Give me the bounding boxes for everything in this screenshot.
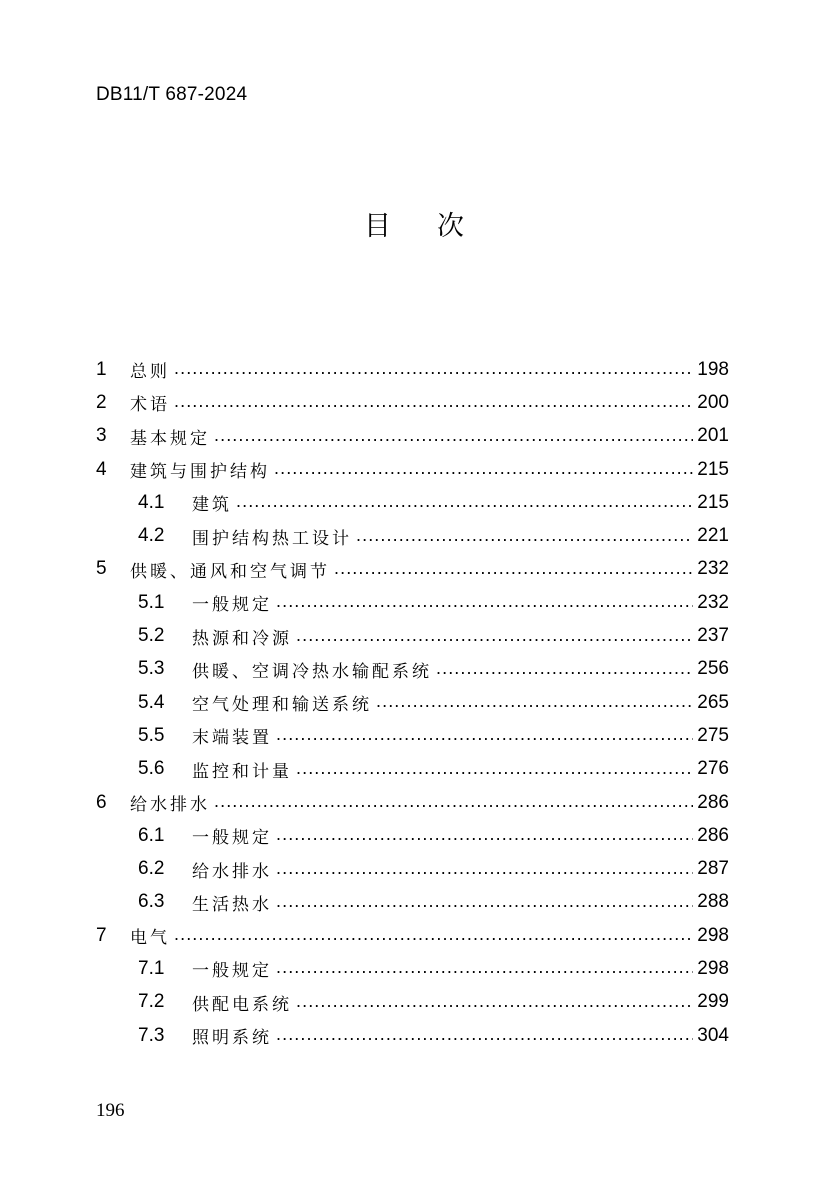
toc-label: 一般规定 [192,595,272,616]
toc-entry[interactable] [96,553,729,586]
toc-label: 建筑 [192,495,232,516]
toc-label: 生活热水 [192,894,272,915]
toc-number: 5.5 [138,724,165,746]
toc-page: 221 [697,525,729,547]
toc-page: 198 [697,358,729,380]
toc-entry[interactable] [96,786,729,819]
toc-entry[interactable] [96,653,729,686]
toc-leader [276,957,693,978]
toc-number: 5.1 [138,591,165,613]
toc-page: 275 [697,724,729,746]
toc-number: 5.6 [138,758,165,780]
toc-label: 建筑与围护结构 [130,462,270,483]
toc-entry[interactable] [96,686,729,719]
toc-leader [236,491,693,512]
toc-number: 4.2 [138,525,165,547]
toc-number: 2 [96,391,107,413]
toc-page: 256 [697,658,729,680]
toc-number: 5.2 [138,625,165,647]
toc-number: 6.1 [138,824,165,846]
toc-number: 1 [96,358,107,380]
toc-label: 术语 [130,395,170,416]
toc-number: 5 [96,558,107,580]
toc-entry[interactable] [96,719,729,752]
toc-leader [174,391,693,412]
toc-page: 288 [697,891,729,913]
toc-page: 286 [697,791,729,813]
toc-number: 5.4 [138,691,165,713]
toc-entry[interactable] [96,486,729,519]
toc-label: 空气处理和输送系统 [192,695,372,716]
toc-page: 232 [697,591,729,613]
toc-number: 4 [96,458,107,480]
title-char-2: 次 [437,211,464,242]
toc-entry[interactable] [96,819,729,852]
toc-leader [296,991,693,1012]
toc-label: 总则 [130,362,170,383]
toc-leader [276,591,693,612]
toc-number: 7 [96,924,107,946]
toc-label: 监控和计量 [192,761,292,782]
toc-entry[interactable] [96,453,729,486]
toc-entry[interactable] [96,952,729,985]
toc-entry[interactable] [96,986,729,1019]
toc-entry[interactable] [96,619,729,652]
toc-number: 6 [96,791,107,813]
toc-page: 287 [697,858,729,880]
toc-entry[interactable] [96,353,729,386]
title-char-1: 目 [364,211,391,242]
toc-leader [436,658,693,679]
toc-page: 215 [697,458,729,480]
toc-leader [296,625,693,646]
toc-label: 供配电系统 [192,994,292,1015]
toc-entry[interactable] [96,519,729,552]
toc-leader [214,425,693,446]
toc-leader [376,691,693,712]
toc-page: 200 [697,391,729,413]
toc-leader [276,1024,693,1045]
toc-label: 一般规定 [192,961,272,982]
toc-label: 电气 [130,928,170,949]
toc-page: 215 [697,491,729,513]
toc-entry[interactable] [96,420,729,453]
toc-entry[interactable] [96,753,729,786]
toc-entry[interactable] [96,386,729,419]
toc-number: 5.3 [138,658,165,680]
toc-label: 给水排水 [130,795,210,815]
standard-code: DB11/T 687-2024 [96,84,248,105]
toc-entry[interactable] [96,852,729,885]
toc-number: 4.1 [138,491,165,513]
toc-page: 298 [697,924,729,946]
toc-leader [276,824,693,845]
toc-label: 供暖、空调冷热水输配系统 [192,661,432,682]
toc-number: 7.2 [138,991,165,1013]
toc-number: 7.1 [138,957,165,979]
toc-label: 热源和冷源 [192,628,292,649]
toc-page: 201 [697,425,729,447]
toc-leader [274,458,693,479]
toc-leader [356,525,693,546]
toc-label: 基本规定 [130,428,210,449]
toc-page: 286 [697,824,729,846]
toc-entry[interactable] [96,1019,729,1052]
toc-page: 237 [697,625,729,647]
toc-leader [276,858,693,879]
toc-page: 265 [697,691,729,713]
toc-label: 供暖、通风和空气调节 [130,561,330,582]
toc-leader [296,758,693,779]
toc-leader [334,558,693,579]
toc-leader [214,791,693,812]
toc-entry[interactable] [96,886,729,919]
toc-page: 232 [697,558,729,580]
toc-number: 6.3 [138,891,165,913]
toc-page: 299 [697,991,729,1013]
page-title [0,204,828,243]
toc-leader [174,358,693,379]
toc-label: 给水排水 [192,861,272,882]
page-number: 196 [96,1100,125,1121]
toc-page: 298 [697,957,729,979]
toc-number: 7.3 [138,1024,165,1046]
toc-page: 304 [697,1024,729,1046]
toc-page: 276 [697,758,729,780]
toc-entry[interactable] [96,586,729,619]
toc-leader [276,724,693,745]
toc-number: 3 [96,425,107,447]
table-of-contents [96,353,729,1052]
toc-leader [174,924,693,945]
toc-label: 围护结构热工设计 [192,528,352,549]
toc-leader [276,891,693,912]
toc-label: 一般规定 [192,828,272,849]
toc-label: 照明系统 [192,1028,272,1049]
toc-number: 6.2 [138,858,165,880]
toc-entry[interactable] [96,919,729,952]
toc-label: 末端装置 [192,728,272,749]
